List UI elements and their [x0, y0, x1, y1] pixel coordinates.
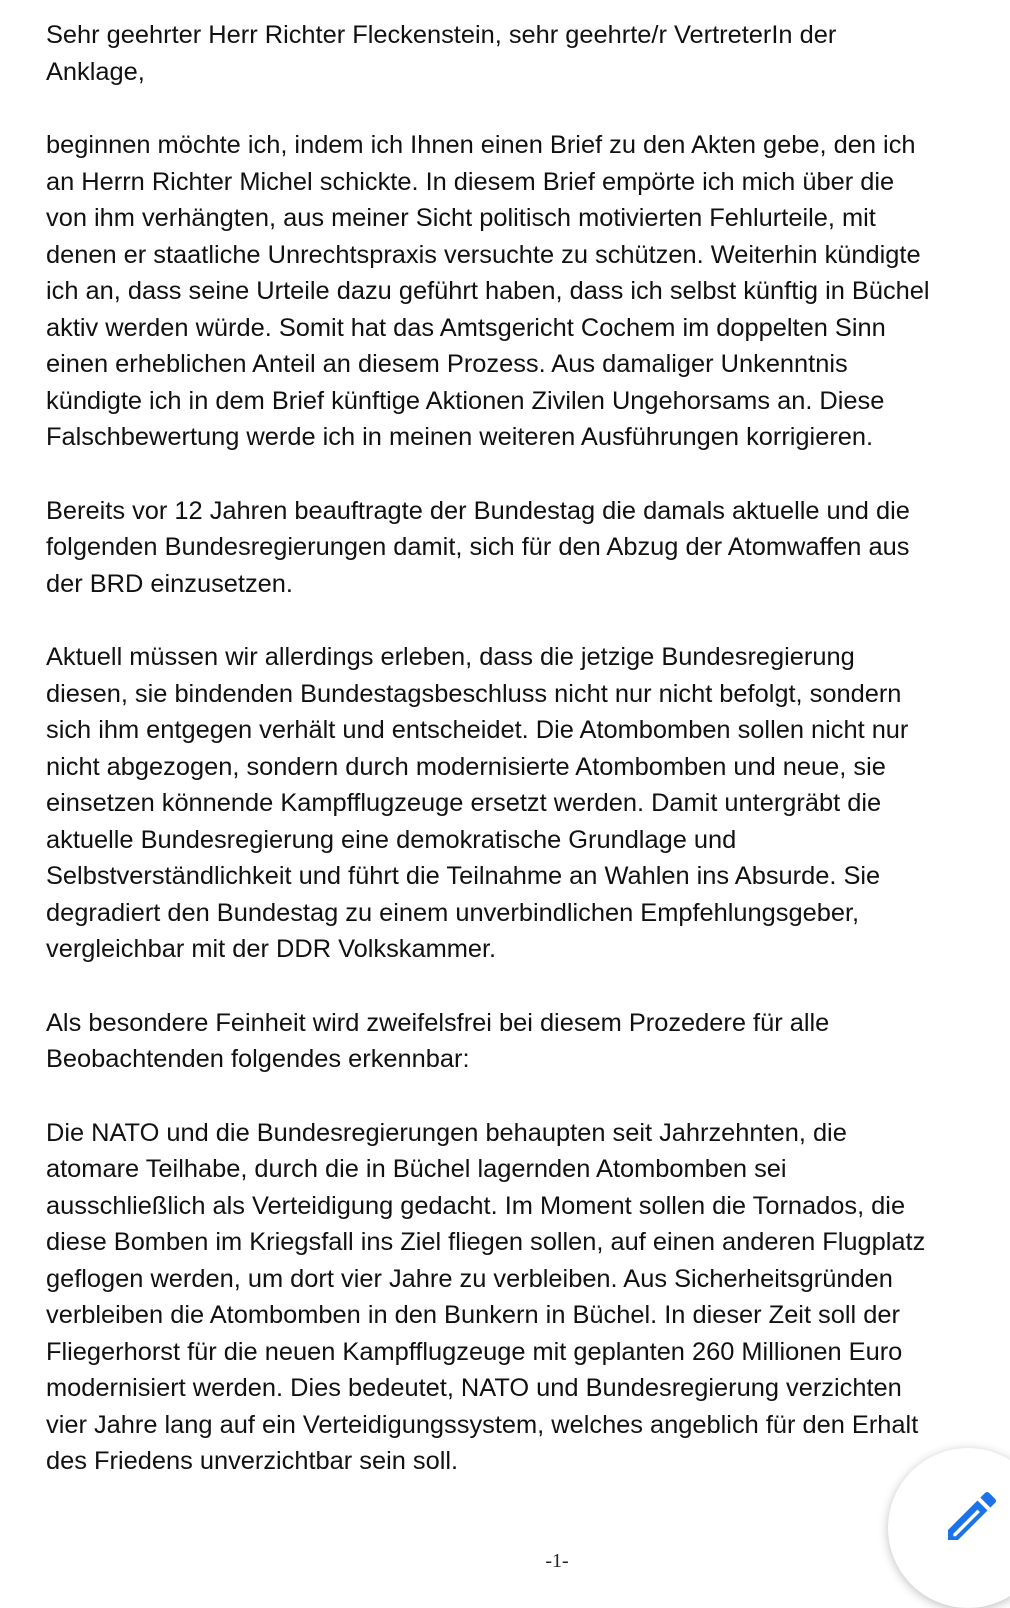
- body-paragraph-2: Bereits vor 12 Jahren beauftragte der Bundestag die damals aktuelle und die folgenden Bundesregierungen damit, sich für den Abzug der Atomwaffen aus der BRD einzusetzen.: [46, 496, 910, 598]
- body-paragraph-3: Aktuell müssen wir allerdings erleben, dass die jetzige Bundesregierung diesen, sie bindenden Bundestagsbeschluss nicht nur nicht befolgt, sondern sich ihm entgegen verhält und entscheidet. Die Atombomben sollen nicht nur nicht abgezogen, sondern durch modernisierte Atombomben und neue, sie einsetzen könnende Kampfflugzeuge ersetzt werden. Damit untergräbt die aktuelle Bundesregierung eine demokratische Grundlage und Selbstverständlichkeit und führt die Teilnahme an Wahlen ins Absurde. Sie degradiert den Bundestag zu einem unverbindlichen Empfehlungsgeber, vergleichbar mit der DDR Volkskammer.: [46, 643, 909, 963]
- document-page: [46, 17, 1010, 1517]
- salutation-paragraph: Sehr geehrter Herr Richter Fleckenstein, sehr geehrte/r VertreterIn der Anklage,: [46, 21, 837, 86]
- page-number: -1-: [545, 1550, 569, 1572]
- body-paragraph-4: Als besondere Feinheit wird zweifelsfrei bei diesem Prozedere für alle Beobachtenden folgendes erkennbar:: [46, 1008, 830, 1073]
- pencil-icon: [940, 1484, 1004, 1548]
- body-paragraph-5: Die NATO und die Bundesregierungen behaupten seit Jahrzehnten, die atomare Teilhabe, durch die in Büchel lagernden Atombomben sei ausschließlich als Verteidigung gedacht. Im Moment sollen die Tornados, die diese Bomben im Kriegsfall ins Ziel fliegen sollen, auf einen anderen Flugplatz geflogen werden, um dort vier Jahre zu verbleiben. Aus Sicherheitsgründen verbleiben die Atombomben in den Bunkern in Büchel. In dieser Zeit soll der Fliegerhorst für die neuen Kampfflugzeuge mit geplanten 260 Millionen Euro modernisiert werden. Dies bedeutet, NATO und Bundesregierung verzichten vier Jahre lang auf ein Verteidigungssystem, welches angeblich für den Erhalt des Friedens unverzichtbar sein soll.: [46, 1118, 926, 1475]
- body-paragraph-1: beginnen möchte ich, indem ich Ihnen einen Brief zu den Akten gebe, den ich an Herrn Richter Michel schickte. In diesem Brief empörte ich mich über die von ihm verhängten, aus meiner Sicht politisch motivierten Fehlurteile, mit denen er staatliche Unrechtspraxis versuchte zu schützen. Weiterhin kündigte ich an, dass seine Urteile dazu geführt haben, dass ich selbst künftig in Büchel aktiv werden würde. Somit hat das Amtsgericht Cochem im doppelten Sinn einen erheblichen Anteil an diesem Prozess. Aus damaliger Unkenntnis kündigte ich in dem Brief künftige Aktionen Zivilen Ungehorsams an. Diese Falschbewertung werde ich in meinen weiteren Ausführungen korrigieren.: [46, 131, 930, 451]
